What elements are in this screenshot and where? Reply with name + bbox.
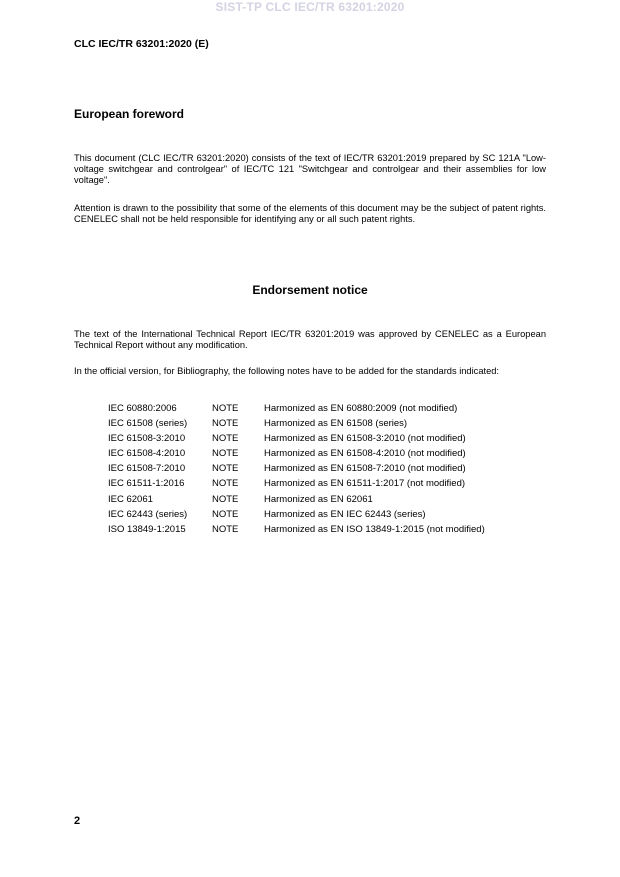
table-row	[108, 448, 485, 463]
table-row	[108, 433, 485, 448]
document-identifier: CLC IEC/TR 63201:2020 (E)	[74, 38, 209, 50]
standard-reference: IEC 61508-7:2010	[108, 463, 186, 475]
harmonized-text: Harmonized as EN 61508 (series)	[264, 418, 408, 430]
standard-reference: ISO 13849-1:2015	[108, 523, 186, 535]
standard-reference: IEC 61508-4:2010	[108, 448, 186, 460]
harmonized-text: Harmonized as EN 61511-1:2017 (not modified)	[264, 478, 466, 490]
table-row	[108, 418, 485, 433]
endorsement-paragraph-2: In the official version, for Bibliography, the following notes have to be added for the standards indicated:	[74, 366, 499, 376]
table-row	[108, 463, 485, 478]
standard-reference: IEC 61508-3:2010	[108, 433, 186, 445]
harmonized-text: Harmonized as EN 61508-3:2010 (not modified)	[264, 433, 466, 445]
foreword-paragraph-2: Attention is drawn to the possibility that some of the elements of this document may be the subject of patent rights. CENELEC shall not be held responsible for identifying any or all such patent rights.	[74, 203, 546, 224]
table-row	[108, 509, 485, 524]
note-label: NOTE	[212, 508, 239, 520]
note-label: NOTE	[212, 493, 239, 505]
table-row	[108, 494, 485, 509]
table-row	[108, 478, 485, 493]
endorsement-paragraph-1: The text of the International Technical Report IEC/TR 63201:2019 was approved by CENELEC as a European Technical Report without any modification.	[74, 329, 546, 350]
note-label: NOTE	[212, 523, 239, 535]
foreword-heading: European foreword	[74, 107, 185, 121]
bibliography-notes-table	[108, 403, 485, 539]
harmonized-text: Harmonized as EN IEC 62443 (series)	[264, 508, 426, 520]
harmonized-text: Harmonized as EN 62061	[264, 493, 373, 505]
harmonized-text: Harmonized as EN ISO 13849-1:2015 (not modified)	[264, 523, 485, 535]
table-row	[108, 403, 485, 418]
note-label: NOTE	[212, 403, 239, 414]
page-number: 2	[74, 815, 81, 827]
watermark: SIST-TP CLC IEC/TR 63201:2020	[215, 0, 405, 14]
standard-reference: IEC 62443 (series)	[108, 508, 188, 520]
foreword-paragraph-1: This document (CLC IEC/TR 63201:2020) consists of the text of IEC/TR 63201:2019 prepared by SC 121A "Low-voltage switchgear and controlgear" of IEC/TC 121 "Switchgear and controlgear and their assemblies for low voltage".	[74, 153, 546, 185]
table-row	[108, 524, 485, 539]
harmonized-text: Harmonized as EN 61508-4:2010 (not modified)	[264, 448, 466, 460]
note-label: NOTE	[212, 448, 239, 460]
note-label: NOTE	[212, 463, 239, 475]
endorsement-heading: Endorsement notice	[252, 283, 368, 297]
standard-reference: IEC 62061	[108, 493, 153, 505]
note-label: NOTE	[212, 433, 239, 445]
harmonized-text: Harmonized as EN 60880:2009 (not modified)	[264, 403, 458, 414]
note-label: NOTE	[212, 418, 239, 430]
standard-reference: IEC 61511-1:2016	[108, 478, 185, 490]
note-label: NOTE	[212, 478, 239, 490]
standard-reference: IEC 60880:2006	[108, 403, 177, 414]
harmonized-text: Harmonized as EN 61508-7:2010 (not modified)	[264, 463, 466, 475]
standard-reference: IEC 61508 (series)	[108, 418, 188, 430]
